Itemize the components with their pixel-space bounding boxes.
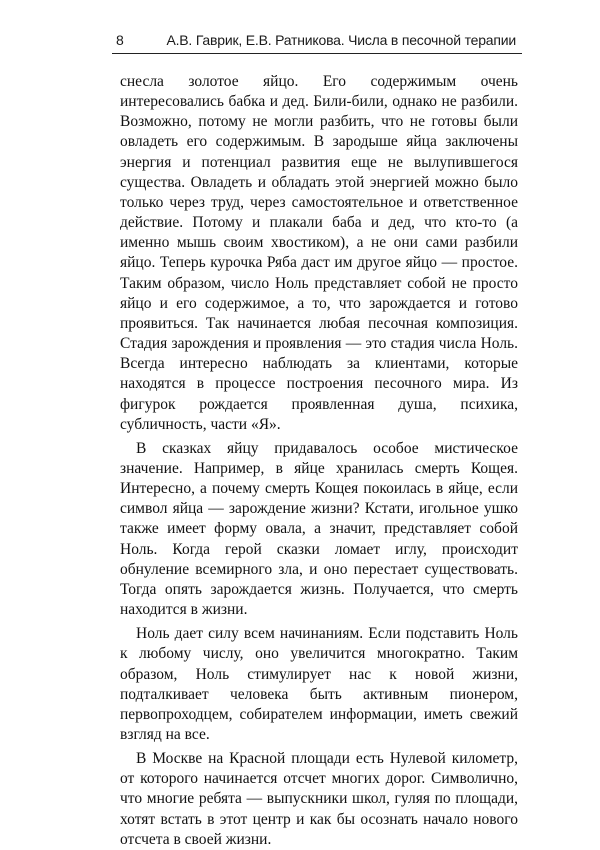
paragraph: Ноль дает силу всем начинаниям. Если подставить Ноль к любому числу, оно увеличится многократно. Таким образом, Ноль стимулирует нас к новой жизни, подталкивает человека быть активным пионером, первопроходцем, собирателем информации, иметь свежий взгляд на все. <box>120 625 518 743</box>
header-rule <box>112 53 522 54</box>
paragraph-continued: снесла золотое яйцо. Его содержимым очень интересовались бабка и дед. Били-били, однако не разбили. Возможно, потому не могли разбить, что не готовы были овладеть его содержимым. В зародыше яйца заключены энергия и потенциал развития еще не вылупившегося существа. Овладеть и обладать этой энергией можно было только через труд, через самостоятельное и ответственное действие. Потому и плакали баба и дед, что кто-то (а именно мышь своим хвостиком), а не они сами разбили яйцо. Теперь курочка Ряба даст им другое яйцо — простое. Таким образом, число Ноль представляет собой не просто яйцо и его содержимое, а то, что зарождается и готово проявиться. Так начинается любая песочная композиция. Стадия зарождения и проявления — это стадия числа Ноль. Всегда интересно наблюдать за клиентами, которые находятся в процессе построения песочного мира. Из фигурок рождается проявленная душа, психика, субличность, части «Я». <box>120 73 518 433</box>
paragraph: В сказках яйцу придавалось особое мистическое значение. Например, в яйце хранилась смерть Кощея. Интересно, а почему смерть Кощея покоилась в яйце, если символ яйца — зарождение жизни? Кстати, игольное ушко также имеет форму овала, а значит, представляет собой Ноль. Когда герой сказки ломает иглу, происходит обнуление всемирного зла, и оно перестает существовать. Тогда опять зарождается жизнь. Получается, что смерть находится в жизни. <box>120 439 518 619</box>
paragraph: В Москве на Красной площади есть Нулевой километр, от которого начинается отсчет многих дорог. Символично, что многие ребята — выпускники школ, гуляя по площади, хотят встать в этот центр и как бы осознать начало нового отсчета в своей жизни. <box>120 750 518 848</box>
page-number: 8 <box>116 32 124 48</box>
running-title: А.В. Гаврик, Е.В. Ратникова. Числа в песочной терапии <box>166 32 516 48</box>
body-text <box>120 72 518 850</box>
